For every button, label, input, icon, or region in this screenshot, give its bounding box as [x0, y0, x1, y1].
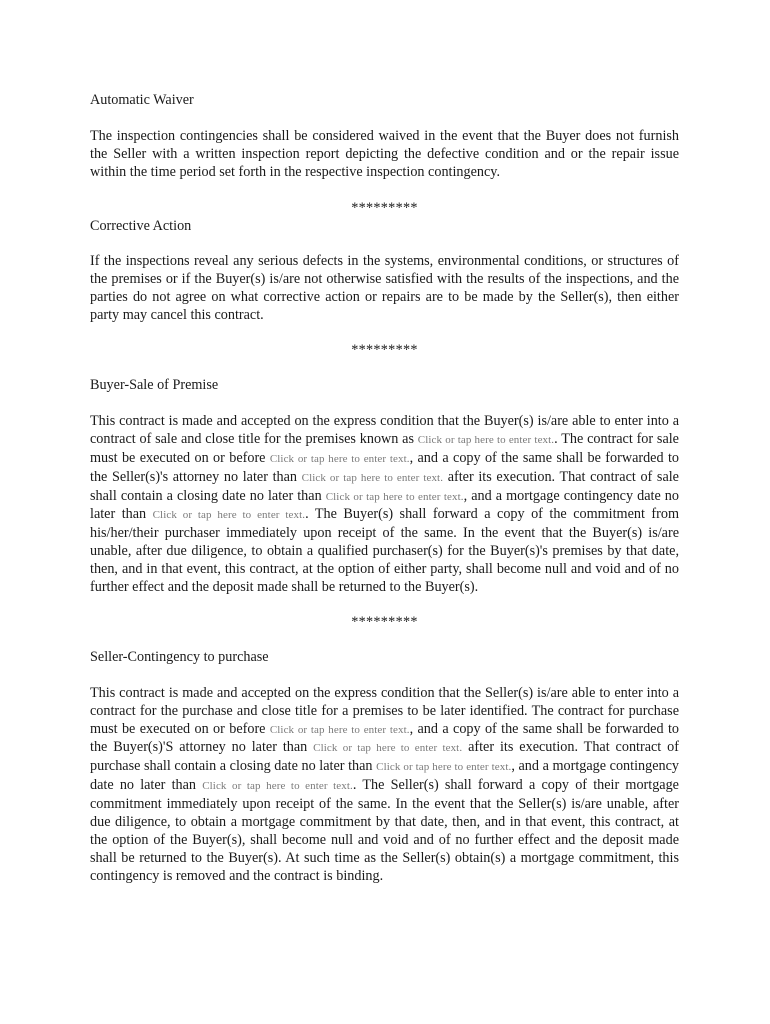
heading-seller-contingency: Seller-Contingency to purchase	[90, 648, 269, 665]
document-page	[90, 92, 679, 886]
heading-buyer-sale: Buyer-Sale of Premise	[90, 376, 219, 393]
section-separator: *********	[351, 342, 418, 359]
paragraph-corrective-action: If the inspections reveal any serious defects in the systems, environmental conditions, or structures of the premises or if the Buyer(s) is/are not otherwise satisfied with the results of the inspections, and the parties do not agree on what corrective action or repairs are to be made by the Seller(s), then either party may cancel this contract.	[90, 253, 679, 324]
closing-date-field[interactable]: Click or tap here to enter text.	[325, 490, 464, 503]
mortgage-contingency-date-field[interactable]: Click or tap here to enter text.	[202, 780, 353, 793]
text-run: This contract is made and accepted on the express condition that the Seller(s) is/are able to enter into a contract for the purchase and close title for a premises to be later identified. The contract for purchase must be executed on or before	[90, 684, 679, 737]
paragraph-seller-contingency	[90, 685, 679, 886]
attorney-forward-deadline-field[interactable]: Click or tap here to enter text.	[313, 742, 463, 755]
text-run: . The Buyer(s) shall forward a copy of the commitment from his/her/their purchaser immediately upon receipt of the same. In the event that the Buyer(s) is/are unable, after due diligence, to obtain a qualified purchaser(s) for the Buyer(s)'s premises by that date, then, and in that event, this contract, at the option of either party, shall become null and void and of no further effect and the deposit made shall be returned to the Buyer(s).	[90, 506, 679, 596]
text-run: This contract is made and accepted on the express condition that the Buyer(s) is/are able to enter into a contract of sale and close title for the premises known as	[90, 412, 679, 447]
text-run: . The Seller(s) shall forward a copy of their mortgage commitment immediately upon receipt of the same. In the event that the Seller(s) is/are unable, after due diligence, to obtain a mortgage commitment by that date, then, and in that event, this contract, at the option of the Buyer(s), shall become null and void and of no further effect and the deposit made shall be returned to the Buyer(s). At such time as the Seller(s) obtain(s) a mortgage commitment, this contingency is removed and the contract is binding.	[90, 777, 679, 884]
attorney-forward-deadline-field[interactable]: Click or tap here to enter text.	[301, 471, 444, 484]
paragraph-automatic-waiver: The inspection contingencies shall be considered waived in the event that the Buyer does not furnish the Seller with a written inspection report depicting the defective condition and or the repair issue within the time period set forth in the respective inspection contingency.	[90, 127, 679, 180]
text-run: , and a copy of the same shall be forwarded to the Buyer(s)'S attorney no later than	[90, 720, 679, 756]
section-separator: *********	[351, 199, 418, 216]
mortgage-contingency-date-field[interactable]: Click or tap here to enter text.	[152, 509, 306, 522]
sale-execution-date-field[interactable]: Click or tap here to enter text.	[269, 452, 410, 465]
paragraph-buyer-sale	[90, 413, 679, 597]
text-run: . The contract for sale must be executed on or before	[90, 430, 679, 466]
text-run: after its execution. That contract of purchase shall contain a closing date no later than	[90, 739, 679, 775]
closing-date-field[interactable]: Click or tap here to enter text.	[376, 761, 512, 774]
purchase-execution-date-field[interactable]: Click or tap here to enter text.	[269, 723, 410, 736]
text-run: , and a mortgage contingency date no later than	[90, 487, 679, 523]
text-run: , and a mortgage contingency date no later than	[90, 758, 679, 794]
text-run: , and a copy of the same shall be forwarded to the Seller(s)'s attorney no later than	[90, 449, 679, 485]
heading-corrective-action: Corrective Action	[90, 217, 192, 234]
premises-address-field[interactable]: Click or tap here to enter text.	[417, 433, 555, 446]
text-run: after its execution. That contract of sale shall contain a closing date no later than	[90, 468, 679, 504]
heading-automatic-waiver: Automatic Waiver	[90, 92, 194, 108]
section-separator: *********	[351, 613, 418, 630]
